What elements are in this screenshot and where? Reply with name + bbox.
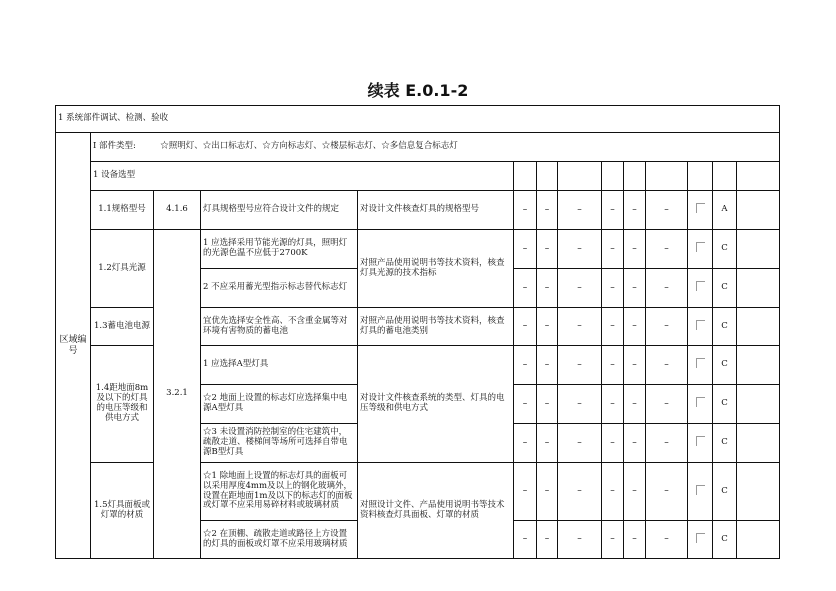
dash: –	[602, 521, 624, 559]
checkbox[interactable]	[696, 203, 705, 213]
requirement: ☆3 未设置消防控制室的住宅建筑中，疏散走道、楼梯间等场所可选择自带电源B型灯具	[201, 424, 358, 463]
dash: –	[646, 191, 688, 230]
dash: –	[558, 346, 602, 385]
dash: –	[624, 521, 646, 559]
requirement: 2 不应采用蓄光型指示标志替代标志灯	[201, 269, 358, 308]
item-name: 1.2灯具光源	[91, 230, 154, 308]
grade: C	[713, 463, 737, 521]
requirement: 宜优先选择安全性高、不含重金属等对环境有害物质的蓄电池	[201, 308, 358, 346]
inspection-table	[55, 105, 780, 559]
checkbox[interactable]	[696, 436, 705, 446]
dash: –	[624, 346, 646, 385]
method: 对照设计文件、产品使用说明书等技术资料核查灯具面板、灯罩的材质	[358, 463, 514, 559]
grade: A	[713, 191, 737, 230]
component-type-row	[91, 133, 780, 162]
table-title: 续表 E.0.1-2	[367, 81, 469, 100]
dash: –	[514, 463, 537, 521]
dash: –	[624, 269, 646, 308]
item-name: 1.5灯具面板或灯罩的材质	[91, 463, 154, 559]
component-type-options: ☆照明灯、☆出口标志灯、☆方向标志灯、☆楼层标志灯、☆多信息复合标志灯	[160, 141, 458, 152]
requirement: ☆2 地面上设置的标志灯应选择集中电源A型灯具	[201, 385, 358, 424]
subsection-heading: 1 设备选型	[91, 162, 514, 191]
grade: C	[713, 230, 737, 269]
dash: –	[558, 230, 602, 269]
dash: –	[624, 308, 646, 346]
dash: –	[514, 385, 537, 424]
dash: –	[624, 385, 646, 424]
dash: –	[602, 463, 624, 521]
dash: –	[514, 191, 537, 230]
checkbox[interactable]	[696, 485, 705, 495]
dash: –	[537, 463, 558, 521]
dash: –	[624, 191, 646, 230]
checkbox[interactable]	[696, 533, 705, 543]
dash: –	[514, 230, 537, 269]
method: 对设计文件核查灯具的规格型号	[358, 191, 514, 230]
dash: –	[624, 463, 646, 521]
grade: C	[713, 269, 737, 308]
requirement: 灯具规格型号应符合设计文件的规定	[201, 191, 358, 230]
dash: –	[514, 308, 537, 346]
dash: –	[624, 424, 646, 463]
dash: –	[514, 521, 537, 559]
grade: C	[713, 308, 737, 346]
requirement: 1 应选择采用节能光源的灯具，照明灯的光源色温不应低于2700K	[201, 230, 358, 269]
dash: –	[602, 269, 624, 308]
zone-label: 区域编号	[56, 133, 91, 559]
dash: –	[646, 521, 688, 559]
item-name: 1.1规格型号	[91, 191, 154, 230]
clause: 3.2.1	[154, 230, 201, 559]
checkbox[interactable]	[696, 281, 705, 291]
requirement: 1 应选择A型灯具	[201, 346, 358, 385]
dash: –	[602, 230, 624, 269]
method: 对设计文件核查系统的类型、灯具的电压等级和供电方式	[358, 346, 514, 463]
dash: –	[558, 269, 602, 308]
dash: –	[646, 424, 688, 463]
dash: –	[646, 308, 688, 346]
dash: –	[537, 346, 558, 385]
dash: –	[558, 424, 602, 463]
dash: –	[602, 424, 624, 463]
dash: –	[646, 385, 688, 424]
dash: –	[646, 230, 688, 269]
dash: –	[558, 385, 602, 424]
table-row	[56, 230, 780, 269]
dash: –	[646, 346, 688, 385]
checkbox[interactable]	[696, 242, 705, 252]
dash: –	[537, 308, 558, 346]
dash: –	[646, 463, 688, 521]
dash: –	[602, 346, 624, 385]
item-name: 1.4距地面8m及以下的灯具的电压等级和供电方式	[91, 346, 154, 463]
dash: –	[602, 385, 624, 424]
dash: –	[646, 269, 688, 308]
section-heading: 1 系统部件调试、检测、验收	[56, 106, 780, 133]
dash: –	[514, 424, 537, 463]
clause: 4.1.6	[154, 191, 201, 230]
grade: C	[713, 346, 737, 385]
dash: –	[602, 308, 624, 346]
grade: C	[713, 521, 737, 559]
item-name: 1.3蓄电池电源	[91, 308, 154, 346]
dash: –	[558, 308, 602, 346]
dash: –	[537, 230, 558, 269]
dash: –	[558, 191, 602, 230]
checkbox[interactable]	[696, 397, 705, 407]
requirement: ☆1 除地面上设置的标志灯具的面板可以采用厚度4mm及以上的钢化玻璃外，设置在距地面1m及以下的标志灯的面板或灯罩不应采用易碎材料或玻璃材质	[201, 463, 358, 521]
dash: –	[537, 424, 558, 463]
checkbox[interactable]	[696, 358, 705, 368]
dash: –	[537, 521, 558, 559]
dash: –	[537, 269, 558, 308]
dash: –	[558, 463, 602, 521]
checkbox[interactable]	[696, 320, 705, 330]
grade: C	[713, 385, 737, 424]
method: 对照产品使用说明书等技术资料，核查灯具的蓄电池类别	[358, 308, 514, 346]
table-row	[56, 191, 780, 230]
dash: –	[514, 269, 537, 308]
dash: –	[537, 385, 558, 424]
grade: C	[713, 424, 737, 463]
dash: –	[537, 191, 558, 230]
dash: –	[624, 230, 646, 269]
method: 对照产品使用说明书等技术资料，核查灯具光源的技术指标	[358, 230, 514, 308]
dash: –	[514, 346, 537, 385]
dash: –	[602, 191, 624, 230]
component-type-label: I 部件类型:	[93, 141, 136, 152]
dash: –	[558, 521, 602, 559]
requirement: ☆2 在顶棚、疏散走道或路径上方设置的灯具的面板或灯罩不应采用玻璃材质	[201, 521, 358, 559]
